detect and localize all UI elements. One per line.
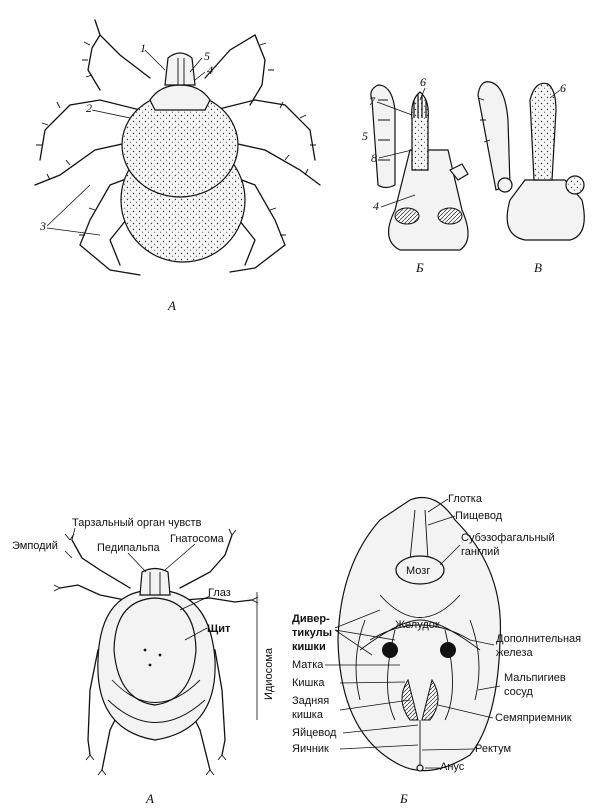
label-intestine: Кишка bbox=[292, 677, 325, 689]
mite-drawing-a bbox=[54, 529, 258, 775]
part-number-6-v: 6 bbox=[560, 81, 566, 95]
label-ganglion-line2: ганглий bbox=[461, 546, 500, 558]
label-malpighian-line1: Мальпигиев bbox=[504, 672, 566, 684]
label-rectum: Ректум bbox=[475, 743, 512, 755]
label-anus: Анус bbox=[440, 761, 465, 773]
mouthparts-drawing-v bbox=[478, 82, 584, 240]
caption-a-bottom: А bbox=[146, 791, 154, 806]
label-diverticula-line2: тикулы bbox=[292, 627, 333, 639]
part-number-3: 3 bbox=[40, 219, 46, 233]
part-number-1: 1 bbox=[140, 41, 146, 55]
label-brain: Мозг bbox=[406, 565, 431, 577]
label-pedipalp: Педипальпа bbox=[97, 542, 160, 554]
label-diverticula-line3: кишки bbox=[292, 641, 326, 653]
label-gland-line1: Дополнительная bbox=[496, 633, 582, 645]
part-number-5-b: 5 bbox=[362, 129, 368, 143]
label-oviduct: Яйцевод bbox=[292, 727, 337, 739]
label-tarsal-organ: Тарзальный орган чувств bbox=[72, 517, 202, 529]
part-number-7: 7 bbox=[369, 94, 375, 108]
label-ovary: Яичник bbox=[292, 743, 329, 755]
mouthparts-drawing-b bbox=[371, 85, 468, 250]
part-number-2: 2 bbox=[86, 101, 92, 115]
label-gland-line2: железа bbox=[496, 647, 533, 659]
part-number-4-a: 4 bbox=[207, 63, 213, 77]
caption-a-top: А bbox=[168, 298, 176, 313]
part-number-6-b: 6 bbox=[420, 75, 426, 89]
label-gnathosoma: Гнатосома bbox=[170, 533, 224, 545]
part-number-5-a: 5 bbox=[204, 49, 210, 63]
part-number-4-b: 4 bbox=[373, 199, 379, 213]
label-pharynx: Глотка bbox=[448, 493, 482, 505]
caption-b-top: Б bbox=[416, 260, 424, 275]
label-diverticula-line1: Дивер- bbox=[292, 613, 330, 625]
label-eye: Глаз bbox=[208, 587, 231, 599]
caption-b-bottom: Б bbox=[400, 791, 408, 806]
label-stomach: Желудок bbox=[395, 619, 440, 631]
label-uterus: Матка bbox=[292, 659, 324, 671]
part-number-8: 8 bbox=[371, 151, 377, 165]
label-esophagus: Пищевод bbox=[455, 510, 503, 522]
tick-drawing-a bbox=[35, 20, 320, 275]
label-idiosoma: Идиосома bbox=[263, 647, 275, 700]
caption-v-top: В bbox=[534, 260, 542, 275]
label-malpighian-line2: сосуд bbox=[504, 686, 533, 698]
label-hindgut-line1: Задняя bbox=[292, 695, 330, 707]
label-ganglion-line1: Субэзофагальный bbox=[461, 532, 555, 544]
label-receptacle: Семяприемник bbox=[495, 712, 572, 724]
label-empodium: Эмподий bbox=[12, 540, 58, 552]
label-shield: Щит bbox=[207, 623, 231, 635]
label-hindgut-line2: кишка bbox=[292, 709, 323, 721]
